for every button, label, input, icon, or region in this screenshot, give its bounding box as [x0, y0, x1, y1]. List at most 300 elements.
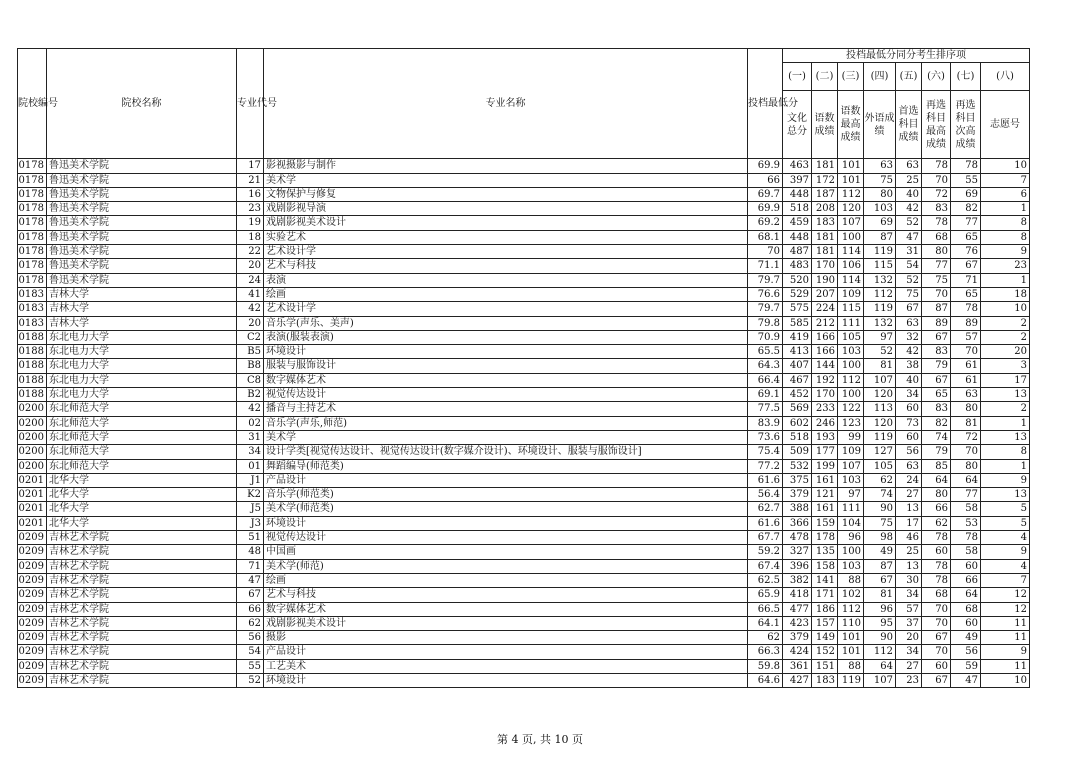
cell-school-name: 吉林艺术学院: [47, 545, 237, 559]
cell-chinese-math-max: 101: [838, 173, 864, 187]
cell-second-subject-max: 79: [922, 445, 951, 459]
cell-school-name: 吉林艺术学院: [47, 616, 237, 630]
cell-major-code: C2: [237, 330, 264, 344]
table-row: [18, 316, 1030, 330]
cell-first-subject: 42: [896, 345, 922, 359]
cell-foreign-language: 81: [864, 588, 896, 602]
cell-total-score: 509: [783, 445, 812, 459]
cell-school-name: 鲁迅美术学院: [47, 259, 237, 273]
cell-chinese-math-max: 100: [838, 230, 864, 244]
cell-chinese-math-max: 112: [838, 187, 864, 201]
cell-chinese-math-max: 115: [838, 302, 864, 316]
cell-min-score: 69.2: [748, 216, 783, 230]
cell-min-score: 62.7: [748, 502, 783, 516]
table-header: [18, 49, 1030, 159]
cell-second-subject-next: 81: [951, 416, 981, 430]
cell-preference-no: 9: [981, 545, 1030, 559]
cell-chinese-math-max: 88: [838, 573, 864, 587]
cell-chinese-math-max: 96: [838, 531, 864, 545]
cell-chinese-math: 161: [812, 502, 838, 516]
cell-school-code: 0178: [18, 216, 47, 230]
cell-chinese-math: 170: [812, 259, 838, 273]
cell-chinese-math: 121: [812, 488, 838, 502]
cell-chinese-math-max: 100: [838, 388, 864, 402]
cell-preference-no: 8: [981, 216, 1030, 230]
cell-min-score: 67.7: [748, 531, 783, 545]
table-row: [18, 416, 1030, 430]
cell-total-score: 382: [783, 573, 812, 587]
cell-total-score: 452: [783, 388, 812, 402]
table-row: [18, 473, 1030, 487]
cell-school-name: 吉林艺术学院: [47, 573, 237, 587]
cell-major-name: 视觉传达设计: [264, 531, 748, 545]
cell-major-code: J3: [237, 516, 264, 530]
cell-school-name: 鲁迅美术学院: [47, 173, 237, 187]
cell-school-code: 0178: [18, 159, 47, 173]
header-sub-number: (八): [981, 63, 1030, 91]
cell-chinese-math: 181: [812, 159, 838, 173]
cell-min-score: 66: [748, 173, 783, 187]
cell-second-subject-max: 64: [922, 473, 951, 487]
cell-school-code: 0209: [18, 545, 47, 559]
cell-chinese-math: 193: [812, 430, 838, 444]
cell-major-name: 产品设计: [264, 645, 748, 659]
cell-second-subject-next: 70: [951, 345, 981, 359]
cell-school-name: 东北电力大学: [47, 373, 237, 387]
cell-major-code: 22: [237, 245, 264, 259]
table-row: [18, 202, 1030, 216]
cell-first-subject: 24: [896, 473, 922, 487]
header-sub-label: 文化总分: [783, 91, 812, 159]
cell-major-code: K2: [237, 488, 264, 502]
cell-foreign-language: 127: [864, 445, 896, 459]
cell-school-code: 0209: [18, 631, 47, 645]
cell-major-code: J1: [237, 473, 264, 487]
cell-chinese-math: 158: [812, 559, 838, 573]
cell-second-subject-max: 67: [922, 373, 951, 387]
cell-second-subject-next: 68: [951, 602, 981, 616]
cell-major-name: 戏剧影视导演: [264, 202, 748, 216]
header-sub-label: 再选科目最高成绩: [922, 91, 951, 159]
cell-major-code: C8: [237, 373, 264, 387]
cell-min-score: 64.1: [748, 616, 783, 630]
cell-chinese-math: 171: [812, 588, 838, 602]
cell-first-subject: 40: [896, 373, 922, 387]
cell-min-score: 69.9: [748, 159, 783, 173]
cell-total-score: 397: [783, 173, 812, 187]
header-sub-label: 首选科目成绩: [896, 91, 922, 159]
cell-chinese-math: 199: [812, 459, 838, 473]
cell-min-score: 79.7: [748, 302, 783, 316]
cell-total-score: 448: [783, 230, 812, 244]
cell-first-subject: 56: [896, 445, 922, 459]
cell-school-code: 0188: [18, 345, 47, 359]
cell-chinese-math-max: 119: [838, 673, 864, 687]
cell-chinese-math-max: 114: [838, 245, 864, 259]
cell-school-name: 东北师范大学: [47, 430, 237, 444]
cell-major-name: 舞蹈编导(师范类): [264, 459, 748, 473]
cell-foreign-language: 112: [864, 287, 896, 301]
cell-school-name: 吉林艺术学院: [47, 602, 237, 616]
cell-min-score: 69.9: [748, 202, 783, 216]
cell-foreign-language: 119: [864, 245, 896, 259]
cell-second-subject-next: 72: [951, 430, 981, 444]
cell-major-code: 41: [237, 287, 264, 301]
cell-min-score: 75.4: [748, 445, 783, 459]
cell-foreign-language: 87: [864, 559, 896, 573]
cell-second-subject-next: 59: [951, 659, 981, 673]
cell-preference-no: 10: [981, 302, 1030, 316]
cell-foreign-language: 105: [864, 459, 896, 473]
cell-chinese-math: 170: [812, 388, 838, 402]
cell-total-score: 459: [783, 216, 812, 230]
cell-school-name: 吉林艺术学院: [47, 673, 237, 687]
cell-school-code: 0178: [18, 245, 47, 259]
cell-preference-no: 5: [981, 502, 1030, 516]
cell-chinese-math-max: 123: [838, 416, 864, 430]
cell-second-subject-next: 64: [951, 473, 981, 487]
cell-school-name: 吉林艺术学院: [47, 645, 237, 659]
cell-first-subject: 52: [896, 273, 922, 287]
cell-first-subject: 60: [896, 430, 922, 444]
cell-chinese-math-max: 112: [838, 373, 864, 387]
cell-foreign-language: 120: [864, 416, 896, 430]
cell-second-subject-next: 80: [951, 459, 981, 473]
cell-first-subject: 34: [896, 588, 922, 602]
cell-preference-no: 10: [981, 159, 1030, 173]
cell-min-score: 77.2: [748, 459, 783, 473]
cell-chinese-math: 166: [812, 330, 838, 344]
cell-chinese-math-max: 104: [838, 516, 864, 530]
cell-preference-no: 17: [981, 373, 1030, 387]
cell-first-subject: 47: [896, 230, 922, 244]
cell-chinese-math-max: 107: [838, 216, 864, 230]
cell-major-name: 环境设计: [264, 673, 748, 687]
cell-total-score: 423: [783, 616, 812, 630]
cell-foreign-language: 96: [864, 602, 896, 616]
table-row: [18, 345, 1030, 359]
cell-second-subject-next: 89: [951, 316, 981, 330]
cell-min-score: 65.5: [748, 345, 783, 359]
cell-foreign-language: 113: [864, 402, 896, 416]
cell-first-subject: 27: [896, 488, 922, 502]
cell-chinese-math: 190: [812, 273, 838, 287]
cell-major-code: 01: [237, 459, 264, 473]
cell-preference-no: 1: [981, 459, 1030, 473]
header-sub-number: (四): [864, 63, 896, 91]
cell-min-score: 64.3: [748, 359, 783, 373]
cell-major-code: 34: [237, 445, 264, 459]
cell-total-score: 518: [783, 202, 812, 216]
cell-school-code: 0188: [18, 330, 47, 344]
cell-school-name: 吉林艺术学院: [47, 559, 237, 573]
cell-major-code: 18: [237, 230, 264, 244]
cell-major-code: 31: [237, 430, 264, 444]
cell-major-code: 71: [237, 559, 264, 573]
cell-second-subject-max: 70: [922, 173, 951, 187]
cell-total-score: 396: [783, 559, 812, 573]
cell-school-code: 0178: [18, 202, 47, 216]
cell-preference-no: 3: [981, 359, 1030, 373]
cell-school-code: 0209: [18, 616, 47, 630]
cell-foreign-language: 75: [864, 516, 896, 530]
cell-major-name: 服装与服饰设计: [264, 359, 748, 373]
cell-major-name: 艺术与科技: [264, 259, 748, 273]
cell-chinese-math: 224: [812, 302, 838, 316]
header-school-code: 院校编号: [18, 49, 47, 159]
cell-second-subject-max: 62: [922, 516, 951, 530]
cell-chinese-math: 172: [812, 173, 838, 187]
header-sub-number: (六): [922, 63, 951, 91]
cell-min-score: 66.5: [748, 602, 783, 616]
cell-first-subject: 63: [896, 459, 922, 473]
cell-preference-no: 11: [981, 631, 1030, 645]
cell-school-name: 吉林艺术学院: [47, 531, 237, 545]
cell-second-subject-max: 60: [922, 659, 951, 673]
table-row: [18, 659, 1030, 673]
cell-total-score: 602: [783, 416, 812, 430]
cell-school-code: 0188: [18, 359, 47, 373]
cell-foreign-language: 75: [864, 173, 896, 187]
cell-first-subject: 27: [896, 659, 922, 673]
cell-major-name: 艺术设计学: [264, 302, 748, 316]
table-row: [18, 259, 1030, 273]
cell-first-subject: 46: [896, 531, 922, 545]
cell-major-name: 美术学: [264, 173, 748, 187]
cell-first-subject: 40: [896, 187, 922, 201]
cell-chinese-math-max: 88: [838, 659, 864, 673]
cell-chinese-math: 181: [812, 245, 838, 259]
table-row: [18, 502, 1030, 516]
cell-preference-no: 2: [981, 330, 1030, 344]
cell-second-subject-next: 77: [951, 216, 981, 230]
cell-major-name: 中国画: [264, 545, 748, 559]
cell-first-subject: 25: [896, 545, 922, 559]
cell-chinese-math-max: 107: [838, 459, 864, 473]
cell-major-code: 20: [237, 316, 264, 330]
cell-major-name: 数字媒体艺术: [264, 602, 748, 616]
cell-preference-no: 13: [981, 488, 1030, 502]
cell-preference-no: 6: [981, 187, 1030, 201]
cell-preference-no: 13: [981, 388, 1030, 402]
cell-chinese-math: 181: [812, 230, 838, 244]
cell-total-score: 483: [783, 259, 812, 273]
cell-major-name: 美术学(师范): [264, 559, 748, 573]
cell-foreign-language: 63: [864, 159, 896, 173]
cell-second-subject-max: 70: [922, 645, 951, 659]
cell-second-subject-next: 61: [951, 359, 981, 373]
cell-chinese-math-max: 101: [838, 631, 864, 645]
cell-preference-no: 2: [981, 316, 1030, 330]
cell-major-name: 音乐学(师范类): [264, 488, 748, 502]
cell-major-code: 51: [237, 531, 264, 545]
cell-second-subject-next: 65: [951, 287, 981, 301]
cell-major-name: 艺术与科技: [264, 588, 748, 602]
cell-preference-no: 1: [981, 273, 1030, 287]
cell-chinese-math: 186: [812, 602, 838, 616]
cell-total-score: 518: [783, 430, 812, 444]
table-row: [18, 159, 1030, 173]
cell-school-code: 0209: [18, 588, 47, 602]
cell-major-code: 48: [237, 545, 264, 559]
table-row: [18, 616, 1030, 630]
cell-second-subject-max: 70: [922, 287, 951, 301]
cell-total-score: 413: [783, 345, 812, 359]
cell-second-subject-max: 67: [922, 631, 951, 645]
cell-chinese-math-max: 110: [838, 616, 864, 630]
cell-school-name: 鲁迅美术学院: [47, 245, 237, 259]
cell-major-name: 表演: [264, 273, 748, 287]
cell-chinese-math-max: 99: [838, 430, 864, 444]
cell-first-subject: 75: [896, 287, 922, 301]
cell-chinese-math-max: 100: [838, 359, 864, 373]
cell-major-code: 02: [237, 416, 264, 430]
table-row: [18, 516, 1030, 530]
cell-major-name: 摄影: [264, 631, 748, 645]
cell-second-subject-max: 83: [922, 202, 951, 216]
cell-second-subject-next: 78: [951, 531, 981, 545]
cell-second-subject-next: 49: [951, 631, 981, 645]
header-major-code: 专业代号: [237, 49, 264, 159]
cell-first-subject: 38: [896, 359, 922, 373]
cell-first-subject: 23: [896, 673, 922, 687]
cell-second-subject-max: 83: [922, 345, 951, 359]
cell-total-score: 407: [783, 359, 812, 373]
cell-school-code: 0200: [18, 430, 47, 444]
cell-chinese-math: 212: [812, 316, 838, 330]
cell-preference-no: 9: [981, 245, 1030, 259]
cell-chinese-math-max: 102: [838, 588, 864, 602]
cell-major-code: 21: [237, 173, 264, 187]
cell-second-subject-max: 78: [922, 159, 951, 173]
cell-major-code: B8: [237, 359, 264, 373]
cell-second-subject-next: 70: [951, 445, 981, 459]
table-row: [18, 373, 1030, 387]
cell-school-name: 北华大学: [47, 516, 237, 530]
cell-second-subject-max: 77: [922, 259, 951, 273]
cell-min-score: 66.4: [748, 373, 783, 387]
cell-min-score: 67.4: [748, 559, 783, 573]
cell-first-subject: 17: [896, 516, 922, 530]
cell-major-code: 62: [237, 616, 264, 630]
cell-school-code: 0209: [18, 659, 47, 673]
cell-school-name: 鲁迅美术学院: [47, 273, 237, 287]
table-row: [18, 388, 1030, 402]
cell-total-score: 379: [783, 631, 812, 645]
cell-chinese-math-max: 109: [838, 287, 864, 301]
cell-second-subject-max: 85: [922, 459, 951, 473]
table-row: [18, 531, 1030, 545]
cell-first-subject: 57: [896, 602, 922, 616]
cell-school-code: 0209: [18, 531, 47, 545]
cell-chinese-math-max: 111: [838, 316, 864, 330]
cell-min-score: 76.6: [748, 287, 783, 301]
cell-second-subject-next: 63: [951, 388, 981, 402]
cell-school-name: 东北电力大学: [47, 359, 237, 373]
table-row: [18, 673, 1030, 687]
cell-major-name: 工艺美术: [264, 659, 748, 673]
cell-foreign-language: 62: [864, 473, 896, 487]
cell-chinese-math-max: 120: [838, 202, 864, 216]
cell-school-name: 东北电力大学: [47, 388, 237, 402]
cell-chinese-math: 135: [812, 545, 838, 559]
cell-school-name: 北华大学: [47, 502, 237, 516]
table-row: [18, 330, 1030, 344]
cell-second-subject-next: 78: [951, 159, 981, 173]
cell-school-code: 0178: [18, 273, 47, 287]
cell-first-subject: 32: [896, 330, 922, 344]
cell-chinese-math: 177: [812, 445, 838, 459]
cell-second-subject-max: 70: [922, 602, 951, 616]
cell-school-code: 0209: [18, 645, 47, 659]
table-row: [18, 302, 1030, 316]
page-footer: 第 4 页, 共 10 页: [497, 733, 583, 746]
cell-second-subject-next: 58: [951, 502, 981, 516]
cell-min-score: 71.1: [748, 259, 783, 273]
cell-total-score: 532: [783, 459, 812, 473]
cell-foreign-language: 74: [864, 488, 896, 502]
cell-second-subject-max: 67: [922, 330, 951, 344]
cell-total-score: 424: [783, 645, 812, 659]
header-sub-label: 外语成绩: [864, 91, 896, 159]
header-sub-number: (二): [812, 63, 838, 91]
cell-second-subject-next: 77: [951, 488, 981, 502]
cell-school-code: 0178: [18, 259, 47, 273]
table-row: [18, 273, 1030, 287]
cell-chinese-math: 233: [812, 402, 838, 416]
cell-foreign-language: 97: [864, 330, 896, 344]
cell-second-subject-next: 65: [951, 230, 981, 244]
cell-major-code: 23: [237, 202, 264, 216]
cell-major-name: 实验艺术: [264, 230, 748, 244]
header-sub-label: 语数成绩: [812, 91, 838, 159]
cell-total-score: 463: [783, 159, 812, 173]
cell-foreign-language: 95: [864, 616, 896, 630]
cell-min-score: 56.4: [748, 488, 783, 502]
cell-second-subject-max: 74: [922, 430, 951, 444]
cell-major-code: 56: [237, 631, 264, 645]
cell-second-subject-max: 66: [922, 502, 951, 516]
cell-second-subject-max: 78: [922, 531, 951, 545]
cell-total-score: 427: [783, 673, 812, 687]
cell-second-subject-max: 75: [922, 273, 951, 287]
cell-foreign-language: 98: [864, 531, 896, 545]
cell-second-subject-next: 60: [951, 616, 981, 630]
cell-major-code: 24: [237, 273, 264, 287]
table-row: [18, 287, 1030, 301]
cell-school-name: 吉林艺术学院: [47, 631, 237, 645]
cell-total-score: 585: [783, 316, 812, 330]
cell-chinese-math: 187: [812, 187, 838, 201]
cell-second-subject-next: 58: [951, 545, 981, 559]
cell-school-name: 鲁迅美术学院: [47, 202, 237, 216]
cell-school-code: 0201: [18, 488, 47, 502]
cell-total-score: 467: [783, 373, 812, 387]
cell-second-subject-next: 61: [951, 373, 981, 387]
header-tiebreak-group: 投档最低分同分考生排序项: [783, 49, 1030, 63]
cell-school-name: 鲁迅美术学院: [47, 216, 237, 230]
cell-second-subject-max: 89: [922, 316, 951, 330]
cell-foreign-language: 107: [864, 673, 896, 687]
cell-major-code: 42: [237, 402, 264, 416]
cell-second-subject-max: 78: [922, 216, 951, 230]
cell-school-code: 0201: [18, 473, 47, 487]
cell-foreign-language: 132: [864, 273, 896, 287]
cell-school-name: 东北师范大学: [47, 416, 237, 430]
cell-foreign-language: 112: [864, 645, 896, 659]
cell-preference-no: 5: [981, 516, 1030, 530]
cell-total-score: 375: [783, 473, 812, 487]
